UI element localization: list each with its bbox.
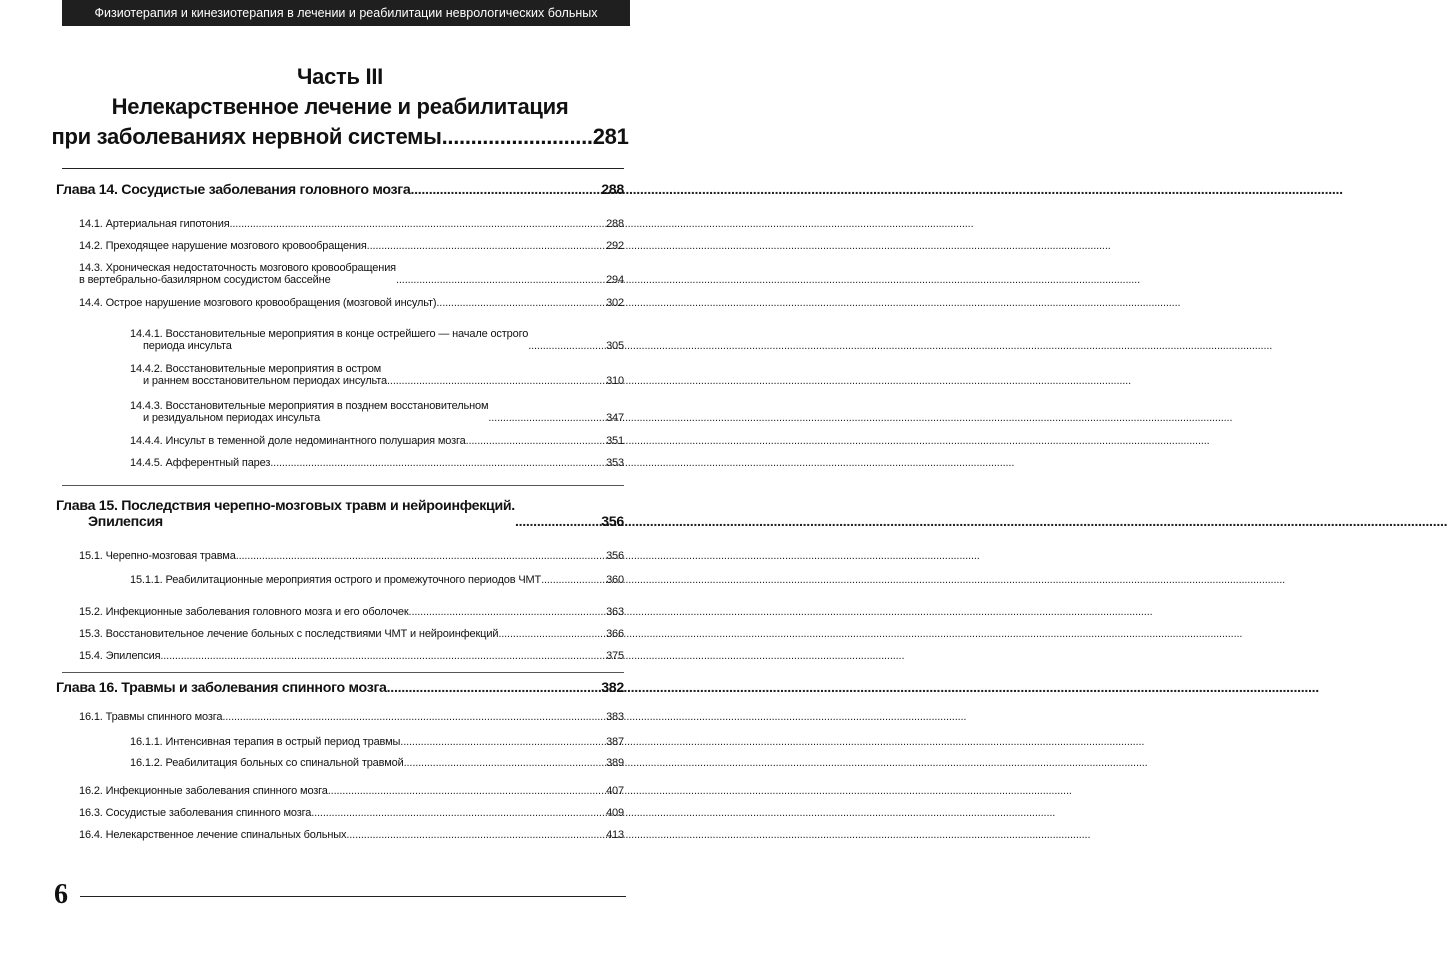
toc-leader <box>436 297 606 309</box>
part-title-text: при заболеваниях нервной системы <box>51 124 442 149</box>
toc-entry-14-4-4[interactable] <box>130 435 624 447</box>
toc-leader <box>222 711 606 723</box>
toc-page: 292 <box>606 240 624 252</box>
toc-title: 14.1. Артериальная гипотония <box>79 218 230 230</box>
toc-entry-14-4-5[interactable] <box>130 457 624 469</box>
toc-leader <box>346 829 606 841</box>
part-title-line-2 <box>51 122 629 152</box>
toc-entry-16-1[interactable] <box>79 711 624 723</box>
toc-page: 383 <box>606 711 624 723</box>
toc-title <box>79 262 396 286</box>
toc-entry-14-4-1[interactable] <box>130 328 624 352</box>
toc-title: 16.1.1. Интенсивная терапия в острый период травмы <box>130 736 401 748</box>
toc-title: 15.1. Черепно-мозговая травма <box>79 550 236 562</box>
toc-title: 16.1. Травмы спинного мозга <box>79 711 223 723</box>
running-header-title: Физиотерапия и кинезиотерапия в лечении и реабилитации неврологических больных <box>94 6 598 20</box>
toc-title: 14.2. Преходящее нарушение мозгового кровообращения <box>79 240 367 252</box>
toc-entry-16-4[interactable] <box>79 829 624 841</box>
toc-entry-15-2[interactable] <box>79 606 624 618</box>
toc-entry-14-3[interactable] <box>79 262 624 286</box>
footer-rule <box>80 896 626 897</box>
separator-rule <box>62 485 624 486</box>
toc-page: 288 <box>601 182 624 198</box>
toc-page: 351 <box>606 435 624 447</box>
toc-title <box>56 498 515 530</box>
toc-title-line-1: 14.4.1. Восстановительные мероприятия в конце острейшего — начале острого <box>130 328 529 340</box>
part-page: 281 <box>592 124 629 149</box>
toc-page: 366 <box>606 628 624 640</box>
toc-title <box>130 400 488 424</box>
toc-page: 407 <box>606 785 624 797</box>
toc-leader <box>160 650 606 662</box>
toc-page: 347 <box>606 412 624 424</box>
toc-title-line-2: и резидуальном периодах инсульта <box>143 412 321 424</box>
toc-page: 356 <box>606 550 624 562</box>
toc-chapter-14[interactable] <box>56 182 624 198</box>
toc-page: 288 <box>606 218 624 230</box>
running-header <box>62 0 630 26</box>
toc-title-line-1: 14.4.3. Восстановительные мероприятия в позднем восстановительном <box>130 400 489 412</box>
toc-leader <box>328 785 606 797</box>
toc-page: 360 <box>606 574 624 586</box>
toc-page: 356 <box>601 514 624 530</box>
toc-title: Глава 16. Травмы и заболевания спинного мозга <box>56 680 387 696</box>
toc-title: 16.1.2. Реабилитация больных со спинальной травмой <box>130 757 404 769</box>
toc-leader <box>311 807 606 819</box>
toc-title: 16.4. Нелекарственное лечение спинальных больных <box>79 829 347 841</box>
toc-title: 14.4.4. Инсульт в теменной доле недоминантного полушария мозга <box>130 435 466 447</box>
toc-entry-16-1-1[interactable] <box>130 736 624 748</box>
toc-title-line-2: Эпилепсия <box>88 514 163 530</box>
toc-title: 16.3. Сосудистые заболевания спинного мозга <box>79 807 312 819</box>
toc-title-line-2: периода инсульта <box>143 340 232 352</box>
toc-entry-14-2[interactable] <box>79 240 624 252</box>
toc-leader <box>515 514 601 530</box>
separator-rule <box>62 672 624 673</box>
toc-page: 382 <box>601 680 624 696</box>
toc-leader <box>466 435 607 447</box>
toc-leader <box>230 218 607 230</box>
toc-leader <box>409 606 607 618</box>
toc-title <box>130 328 528 352</box>
toc-title-line-2: и раннем восстановительном периодах инсульта <box>143 375 388 387</box>
toc-entry-16-2[interactable] <box>79 785 624 797</box>
top-rule <box>62 168 624 169</box>
toc-leader <box>400 736 606 748</box>
toc-entry-14-4-3[interactable] <box>130 400 624 424</box>
toc-entry-15-3[interactable] <box>79 628 624 640</box>
toc-title: 14.4. Острое нарушение мозгового кровообращения (мозговой инсульт) <box>79 297 437 309</box>
toc-leader <box>236 550 606 562</box>
toc-title <box>130 363 387 387</box>
toc-leader <box>410 182 601 198</box>
toc-title: 14.4.5. Афферентный парез <box>130 457 271 469</box>
toc-leader <box>367 240 606 252</box>
toc-leader <box>404 757 606 769</box>
toc-page: 387 <box>606 736 624 748</box>
toc-entry-14-4-2[interactable] <box>130 363 624 387</box>
toc-page: 310 <box>606 375 624 387</box>
toc-page: 305 <box>606 340 624 352</box>
toc-entry-16-1-2[interactable] <box>130 757 624 769</box>
part-leader: .......................... <box>441 124 593 149</box>
toc-title-line-2: в вертебрально-базилярном сосудистом бассейне <box>79 274 331 286</box>
toc-page: 353 <box>606 457 624 469</box>
toc-page: 294 <box>606 274 624 286</box>
toc-page: 409 <box>606 807 624 819</box>
toc-title-line-1: Глава 15. Последствия черепно-мозговых травм и нейроинфекций. <box>56 498 515 514</box>
toc-title: 15.1.1. Реабилитационные мероприятия острого и промежуточного периодов ЧМТ <box>130 574 542 586</box>
toc-entry-15-4[interactable] <box>79 650 624 662</box>
toc-title: 15.4. Эпилепсия <box>79 650 161 662</box>
toc-page: 389 <box>606 757 624 769</box>
part-title-line-1: Нелекарственное лечение и реабилитация <box>111 94 569 119</box>
part-heading <box>51 62 629 152</box>
toc-leader <box>270 457 606 469</box>
toc-leader <box>396 274 606 286</box>
toc-chapter-15[interactable] <box>56 498 624 530</box>
toc-chapter-16[interactable] <box>56 680 624 696</box>
toc-entry-14-1[interactable] <box>79 218 624 230</box>
toc-page: 302 <box>606 297 624 309</box>
toc-title-line-1: 14.4.2. Восстановительные мероприятия в остром <box>130 363 382 375</box>
toc-entry-16-3[interactable] <box>79 807 624 819</box>
toc-title: 15.3. Восстановительное лечение больных с последствиями ЧМТ и нейроинфекций <box>79 628 499 640</box>
toc-title: Глава 14. Сосудистые заболевания головного мозга <box>56 182 411 198</box>
toc-leader <box>528 340 606 352</box>
toc-title-line-1: 14.3. Хроническая недостаточность мозгового кровообращения <box>79 262 396 274</box>
toc-entry-14-4[interactable] <box>79 297 624 309</box>
toc-entry-15-1-1[interactable] <box>130 574 624 586</box>
page-number: 6 <box>54 879 68 910</box>
toc-entry-15-1[interactable] <box>79 550 624 562</box>
toc-leader <box>541 574 606 586</box>
toc-page: 375 <box>606 650 624 662</box>
toc-leader <box>488 412 606 424</box>
toc-leader <box>387 375 606 387</box>
part-number: Часть III <box>297 64 383 89</box>
toc-title: 15.2. Инфекционные заболевания головного мозга и его оболочек <box>79 606 409 618</box>
toc-page: 363 <box>606 606 624 618</box>
toc-page: 413 <box>606 829 624 841</box>
toc-leader <box>498 628 606 640</box>
toc-leader <box>387 680 602 696</box>
toc-title: 16.2. Инфекционные заболевания спинного мозга <box>79 785 328 797</box>
